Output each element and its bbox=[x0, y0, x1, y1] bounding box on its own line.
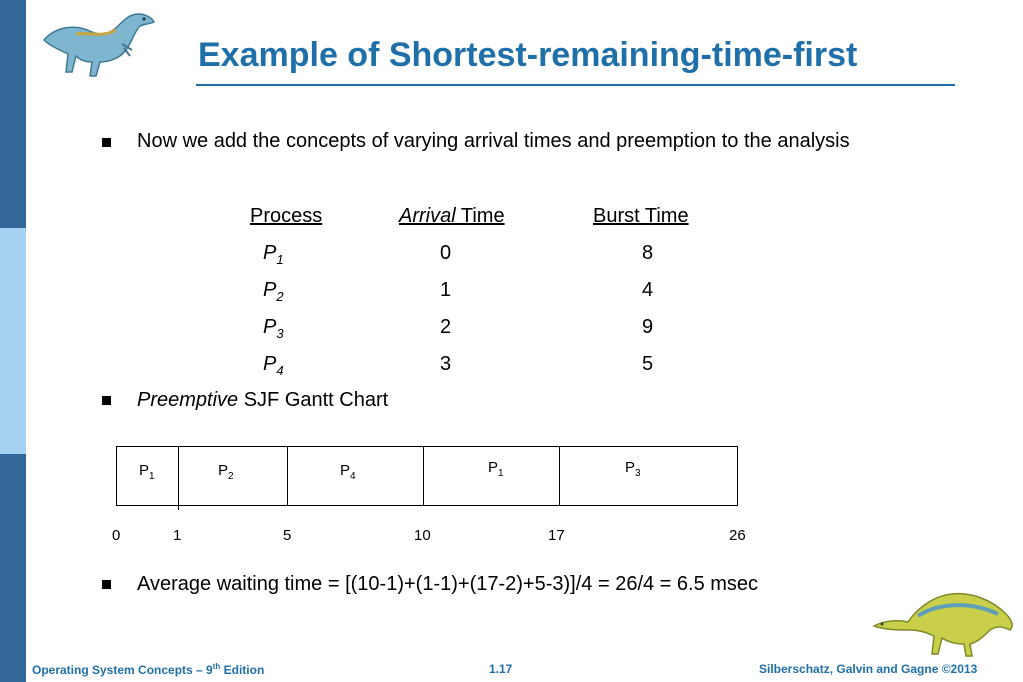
gantt-chart bbox=[116, 446, 738, 506]
row-arrival: 2 bbox=[440, 316, 452, 338]
process-sub: 4 bbox=[276, 363, 284, 378]
segment-sub: 1 bbox=[498, 468, 504, 479]
gantt-tick: 26 bbox=[729, 527, 746, 544]
bullet-marker bbox=[102, 396, 111, 405]
segment-sub: 3 bbox=[635, 468, 641, 479]
gantt-segment-label bbox=[139, 462, 155, 482]
sidebar-bottom bbox=[0, 454, 26, 682]
gantt-segment-label bbox=[340, 462, 356, 482]
average-waiting-time: Average waiting time = [(10-1)+(1-1)+(17-2)+5-3)]/4 = 26/4 = 6.5 msec bbox=[137, 573, 759, 595]
gantt-tick: 0 bbox=[112, 527, 121, 544]
row-process bbox=[263, 316, 284, 341]
row-process bbox=[263, 279, 284, 304]
gantt-segment-label bbox=[218, 462, 234, 482]
gantt-caption-rest: SJF Gantt Chart bbox=[238, 389, 389, 411]
segment-sub: 2 bbox=[228, 471, 234, 482]
row-process bbox=[263, 242, 284, 267]
row-burst: 4 bbox=[642, 279, 654, 301]
bullet-marker bbox=[102, 580, 111, 589]
header-arrival-italic: Arrival bbox=[399, 205, 456, 227]
segment-sub: 4 bbox=[350, 471, 356, 482]
process-letter: P bbox=[263, 316, 277, 338]
page-title: Example of Shortest-remaining-time-first bbox=[198, 36, 858, 74]
row-arrival: 1 bbox=[440, 279, 452, 301]
gantt-caption bbox=[137, 389, 388, 412]
row-burst: 9 bbox=[642, 316, 654, 338]
footer-title-sup: th bbox=[212, 662, 221, 671]
sidebar-top bbox=[0, 0, 26, 228]
title-underline bbox=[196, 84, 955, 86]
gantt-tick: 10 bbox=[414, 527, 431, 544]
intro-text: Now we add the concepts of varying arrival times and preemption to the analysis bbox=[137, 130, 850, 152]
process-letter: P bbox=[263, 242, 277, 264]
sidebar-middle bbox=[0, 228, 26, 454]
process-sub: 1 bbox=[276, 252, 284, 267]
footer-title-prefix: Operating System Concepts – 9 bbox=[32, 663, 213, 677]
segment-letter: P bbox=[488, 459, 499, 476]
gantt-caption-italic: Preemptive bbox=[137, 389, 239, 411]
header-arrival bbox=[399, 205, 505, 228]
gantt-divider bbox=[559, 446, 560, 506]
gantt-tick: 17 bbox=[548, 527, 565, 544]
row-arrival: 0 bbox=[440, 242, 452, 264]
header-arrival-rest: Time bbox=[455, 205, 505, 227]
gantt-divider bbox=[178, 446, 179, 510]
footer-title-suffix: Edition bbox=[220, 663, 265, 677]
footer-copyright: Silberschatz, Galvin and Gagne ©2013 bbox=[759, 662, 978, 676]
gantt-segment-label bbox=[488, 459, 504, 479]
bullet-marker bbox=[102, 138, 111, 147]
row-burst: 5 bbox=[642, 353, 654, 375]
segment-letter: P bbox=[139, 462, 150, 479]
process-sub: 2 bbox=[276, 289, 284, 304]
slide-number: 1.17 bbox=[489, 662, 513, 676]
process-letter: P bbox=[263, 279, 277, 301]
dinosaur-footer-icon bbox=[872, 586, 1016, 660]
row-burst: 8 bbox=[642, 242, 654, 264]
header-burst: Burst Time bbox=[593, 205, 689, 227]
row-process bbox=[263, 353, 284, 378]
header-process: Process bbox=[250, 205, 323, 227]
gantt-tick: 5 bbox=[283, 527, 292, 544]
dinosaur-logo-icon bbox=[36, 6, 160, 86]
segment-sub: 1 bbox=[149, 471, 155, 482]
segment-letter: P bbox=[340, 462, 351, 479]
segment-letter: P bbox=[218, 462, 229, 479]
gantt-divider bbox=[287, 446, 288, 506]
gantt-tick: 1 bbox=[173, 527, 182, 544]
segment-letter: P bbox=[625, 459, 636, 476]
gantt-divider bbox=[423, 446, 424, 506]
footer-book-title bbox=[32, 662, 264, 677]
process-letter: P bbox=[263, 353, 277, 375]
process-sub: 3 bbox=[276, 326, 284, 341]
gantt-segment-label bbox=[625, 459, 641, 479]
row-arrival: 3 bbox=[440, 353, 452, 375]
